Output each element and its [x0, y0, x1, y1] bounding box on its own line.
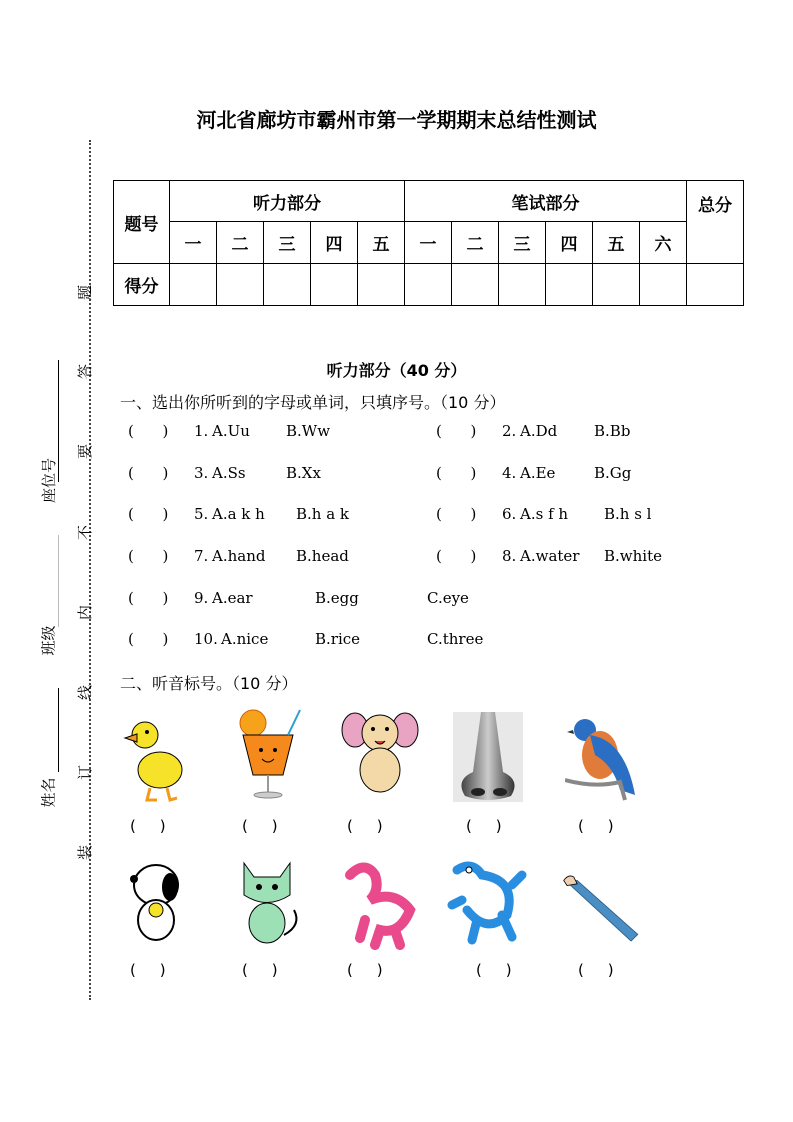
- answer-blank[interactable]: ( ): [347, 817, 383, 835]
- answer-blank[interactable]: ( ): [128, 464, 169, 482]
- option-b: B.h s l: [604, 505, 652, 523]
- written-header: 笔试部分: [405, 181, 687, 222]
- seat-label: 座位号: [40, 457, 59, 504]
- question-number: 1.: [194, 422, 209, 440]
- col-header: 一: [170, 222, 217, 264]
- arm-picture: [562, 862, 642, 957]
- answer-blank[interactable]: ( ): [347, 961, 383, 979]
- exam-title: 河北省廊坊市霸州市第一学期期末总结性测试: [196, 108, 597, 132]
- score-cell[interactable]: [593, 264, 640, 306]
- score-cell[interactable]: [264, 264, 311, 306]
- score-cell[interactable]: [546, 264, 593, 306]
- option-a: A.Ss: [212, 464, 246, 482]
- option-a: A.a k h: [212, 505, 265, 523]
- orange-juice-picture: [228, 705, 308, 800]
- answer-blank[interactable]: ( ): [476, 961, 512, 979]
- question-number: 4.: [502, 464, 517, 482]
- section-heading: 听力部分（40 分）: [326, 361, 467, 380]
- class-line[interactable]: [58, 535, 59, 627]
- header-label: 题号: [114, 181, 170, 264]
- cat-picture: [232, 855, 312, 950]
- answer-blank[interactable]: ( ): [436, 505, 477, 523]
- bird-picture: [565, 710, 645, 805]
- duck-picture: [115, 710, 195, 805]
- col-header: 二: [217, 222, 264, 264]
- col-header: 三: [264, 222, 311, 264]
- score-cell[interactable]: [640, 264, 687, 306]
- answer-blank[interactable]: ( ): [130, 817, 166, 835]
- option-a: A.Uu: [212, 422, 250, 440]
- seal-char: 不: [76, 524, 95, 541]
- score-label: 得分: [114, 264, 170, 306]
- col-header: 六: [640, 222, 687, 264]
- score-cell[interactable]: [405, 264, 452, 306]
- score-cell[interactable]: [452, 264, 499, 306]
- answer-blank[interactable]: ( ): [436, 464, 477, 482]
- option-b: B.white: [604, 547, 662, 565]
- option-a: A.Dd: [520, 422, 558, 440]
- col-header: 三: [499, 222, 546, 264]
- option-c: C.three: [427, 630, 484, 648]
- answer-blank[interactable]: ( ): [242, 961, 278, 979]
- answer-blank[interactable]: ( ): [128, 505, 169, 523]
- answer-blank[interactable]: ( ): [436, 547, 477, 565]
- option-c: C.eye: [427, 589, 469, 607]
- class-label: 班级: [39, 625, 58, 656]
- name-label: 姓名: [39, 777, 58, 808]
- score-cell[interactable]: [687, 264, 744, 306]
- option-a: A.s f h: [520, 505, 569, 523]
- question-number: 3.: [194, 464, 209, 482]
- option-a: A.ear: [212, 589, 253, 607]
- question-number: 7.: [194, 547, 209, 565]
- question-number: 2.: [502, 422, 517, 440]
- col-header: 二: [452, 222, 499, 264]
- answer-blank[interactable]: ( ): [242, 817, 278, 835]
- seal-char: 线: [76, 684, 95, 701]
- option-a: A.water: [520, 547, 580, 565]
- seal-char: 题: [76, 284, 95, 301]
- option-b: B.Ww: [286, 422, 331, 440]
- question-number: 10.: [194, 630, 218, 648]
- name-line[interactable]: [58, 688, 59, 772]
- option-b: B.Gg: [594, 464, 632, 482]
- listening-header: 听力部分: [170, 181, 405, 222]
- answer-blank[interactable]: ( ): [128, 589, 169, 607]
- answer-blank[interactable]: ( ): [466, 817, 502, 835]
- score-cell[interactable]: [170, 264, 217, 306]
- binding-dotted-line: [89, 140, 91, 1000]
- option-a: A.hand: [212, 547, 266, 565]
- option-b: B.rice: [315, 630, 361, 648]
- answer-blank[interactable]: ( ): [128, 422, 169, 440]
- option-b: B.Xx: [286, 464, 321, 482]
- option-b: B.head: [296, 547, 349, 565]
- score-cell[interactable]: [358, 264, 405, 306]
- answer-blank[interactable]: ( ): [436, 422, 477, 440]
- total-header: 总分: [687, 181, 744, 264]
- col-header: 四: [311, 222, 358, 264]
- seal-char: 装: [76, 844, 95, 861]
- snoopy-picture: [118, 855, 198, 950]
- seal-char: 要: [76, 443, 95, 460]
- score-cell[interactable]: [499, 264, 546, 306]
- part1-title: 一、选出你所听到的字母或单词，只填序号。（10 分）: [120, 393, 506, 412]
- answer-blank[interactable]: ( ): [578, 961, 614, 979]
- answer-blank[interactable]: ( ): [578, 817, 614, 835]
- answer-blank[interactable]: ( ): [128, 630, 169, 648]
- question-number: 9.: [194, 589, 209, 607]
- col-header: 四: [546, 222, 593, 264]
- option-a: A.nice: [221, 630, 269, 648]
- option-a: A.Ee: [520, 464, 556, 482]
- score-cell[interactable]: [217, 264, 264, 306]
- score-table: [113, 180, 744, 306]
- answer-blank[interactable]: ( ): [128, 547, 169, 565]
- option-b: B.h a k: [296, 505, 350, 523]
- question-number: 8.: [502, 547, 517, 565]
- blue-toy-picture: [447, 855, 527, 950]
- question-number: 6.: [502, 505, 517, 523]
- seal-char: 订: [76, 764, 95, 781]
- col-header: 五: [358, 222, 405, 264]
- pink-toy-picture: [340, 860, 420, 955]
- part2-title: 二、听音标号。（10 分）: [120, 674, 298, 693]
- answer-blank[interactable]: ( ): [130, 961, 166, 979]
- option-b: B.egg: [315, 589, 359, 607]
- seal-char: 答: [76, 363, 95, 380]
- col-header: 一: [405, 222, 452, 264]
- question-number: 5.: [194, 505, 209, 523]
- col-header: 五: [593, 222, 640, 264]
- seal-char: 内: [76, 604, 95, 621]
- nose-picture: [453, 712, 533, 807]
- score-cell[interactable]: [311, 264, 358, 306]
- option-b: B.Bb: [594, 422, 631, 440]
- elephant-picture: [340, 705, 420, 800]
